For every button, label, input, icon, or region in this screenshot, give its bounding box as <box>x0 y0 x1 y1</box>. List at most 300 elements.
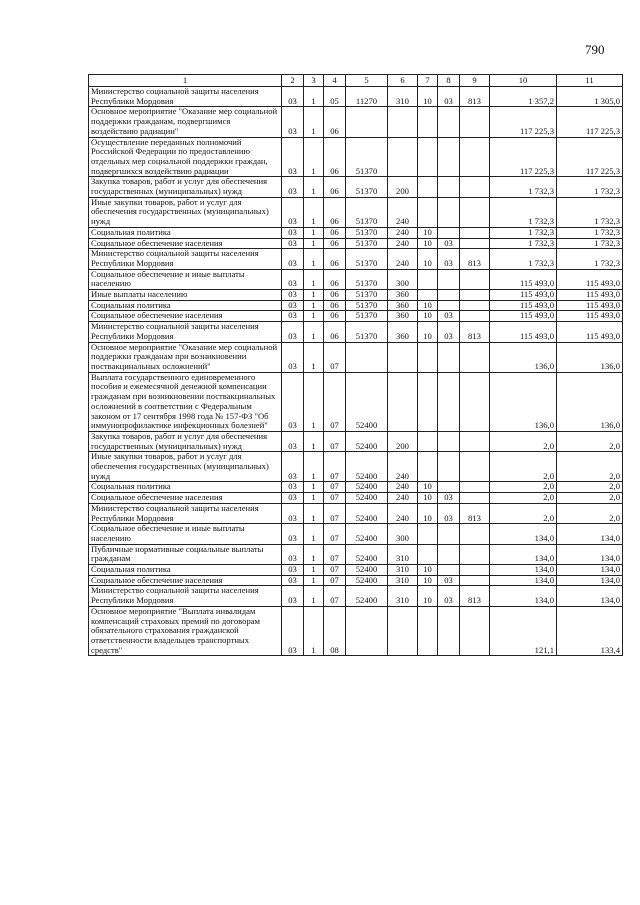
code-cell <box>418 524 438 544</box>
code-cell: 08 <box>324 606 346 656</box>
code-cell <box>460 227 490 238</box>
code-cell: 52400 <box>346 586 388 606</box>
code-cell: 05 <box>324 87 346 107</box>
code-cell: 06 <box>324 197 346 227</box>
code-cell: 310 <box>388 565 418 576</box>
code-cell <box>438 290 460 301</box>
code-cell: 06 <box>324 322 346 342</box>
code-cell: 813 <box>460 322 490 342</box>
code-cell: 813 <box>460 503 490 523</box>
code-cell: 10 <box>418 493 438 504</box>
amount-cell: 2,0 <box>557 431 623 451</box>
code-cell: 07 <box>324 565 346 576</box>
code-cell <box>460 431 490 451</box>
code-cell <box>460 269 490 289</box>
code-cell: 07 <box>324 493 346 504</box>
code-cell: 03 <box>282 431 304 451</box>
code-cell <box>438 197 460 227</box>
header-cell: 8 <box>438 75 460 87</box>
code-cell <box>388 606 418 656</box>
code-cell: 1 <box>304 503 324 523</box>
amount-cell: 1 732,3 <box>557 227 623 238</box>
amount-cell: 115 493,0 <box>490 290 557 301</box>
code-cell <box>460 137 490 177</box>
code-cell <box>460 342 490 372</box>
amount-cell: 2,0 <box>557 482 623 493</box>
amount-cell: 133,4 <box>557 606 623 656</box>
code-cell: 03 <box>282 249 304 269</box>
row-name-cell: Социальная политика <box>89 565 282 576</box>
table-row <box>89 482 623 493</box>
amount-cell: 2,0 <box>490 493 557 504</box>
code-cell: 1 <box>304 565 324 576</box>
code-cell: 03 <box>282 311 304 322</box>
table-row <box>89 544 623 564</box>
code-cell: 813 <box>460 586 490 606</box>
code-cell: 1 <box>304 482 324 493</box>
code-cell: 06 <box>324 107 346 137</box>
code-cell: 51370 <box>346 322 388 342</box>
code-cell: 52400 <box>346 544 388 564</box>
code-cell <box>438 227 460 238</box>
header-cell: 5 <box>346 75 388 87</box>
amount-cell: 115 493,0 <box>557 311 623 322</box>
code-cell <box>438 300 460 311</box>
header-cell: 10 <box>490 75 557 87</box>
code-cell: 1 <box>304 300 324 311</box>
code-cell: 1 <box>304 238 324 249</box>
code-cell: 10 <box>418 238 438 249</box>
row-name-cell: Социальная политика <box>89 482 282 493</box>
code-cell: 52400 <box>346 524 388 544</box>
code-cell <box>460 493 490 504</box>
amount-cell: 1 732,3 <box>490 249 557 269</box>
code-cell: 1 <box>304 544 324 564</box>
code-cell: 03 <box>282 322 304 342</box>
table-row <box>89 311 623 322</box>
code-cell <box>438 137 460 177</box>
code-cell: 1 <box>304 137 324 177</box>
row-name-cell: Социальное обеспечение населения <box>89 493 282 504</box>
amount-cell: 115 493,0 <box>557 300 623 311</box>
code-cell: 03 <box>438 249 460 269</box>
code-cell: 10 <box>418 87 438 107</box>
header-row <box>89 75 623 87</box>
code-cell: 52400 <box>346 372 388 431</box>
code-cell <box>438 482 460 493</box>
code-cell: 11270 <box>346 87 388 107</box>
code-cell: 10 <box>418 300 438 311</box>
amount-cell: 1 732,3 <box>557 177 623 197</box>
code-cell: 1 <box>304 524 324 544</box>
amount-cell: 117 225,3 <box>557 107 623 137</box>
code-cell <box>460 300 490 311</box>
row-name-cell: Иные закупки товаров, работ и услуг для обеспечения государственных (муниципальных) нужд <box>89 197 282 227</box>
code-cell <box>346 107 388 137</box>
header-cell: 4 <box>324 75 346 87</box>
budget-table <box>88 74 623 656</box>
code-cell: 10 <box>418 565 438 576</box>
code-cell: 310 <box>388 586 418 606</box>
code-cell: 51370 <box>346 197 388 227</box>
code-cell <box>418 107 438 137</box>
code-cell: 1 <box>304 227 324 238</box>
code-cell: 03 <box>438 87 460 107</box>
code-cell <box>388 342 418 372</box>
code-cell: 1 <box>304 431 324 451</box>
amount-cell: 134,0 <box>557 524 623 544</box>
code-cell: 360 <box>388 290 418 301</box>
code-cell: 300 <box>388 524 418 544</box>
amount-cell: 115 493,0 <box>557 269 623 289</box>
code-cell: 07 <box>324 586 346 606</box>
row-name-cell: Публичные нормативные социальные выплаты гражданам <box>89 544 282 564</box>
code-cell: 07 <box>324 452 346 482</box>
table-row <box>89 137 623 177</box>
code-cell: 51370 <box>346 269 388 289</box>
row-name-cell: Социальное обеспечение населения <box>89 575 282 586</box>
code-cell <box>460 544 490 564</box>
code-cell <box>418 606 438 656</box>
code-cell <box>418 431 438 451</box>
code-cell: 03 <box>282 565 304 576</box>
code-cell: 03 <box>282 300 304 311</box>
code-cell: 07 <box>324 544 346 564</box>
code-cell: 240 <box>388 249 418 269</box>
table-row <box>89 503 623 523</box>
code-cell <box>346 342 388 372</box>
code-cell: 1 <box>304 606 324 656</box>
code-cell: 03 <box>438 238 460 249</box>
code-cell: 03 <box>438 311 460 322</box>
amount-cell: 134,0 <box>490 565 557 576</box>
table-row <box>89 565 623 576</box>
code-cell: 52400 <box>346 503 388 523</box>
code-cell: 10 <box>418 586 438 606</box>
code-cell <box>418 290 438 301</box>
code-cell: 03 <box>282 197 304 227</box>
table-row <box>89 87 623 107</box>
code-cell: 360 <box>388 322 418 342</box>
code-cell <box>418 269 438 289</box>
code-cell: 813 <box>460 249 490 269</box>
code-cell: 52400 <box>346 482 388 493</box>
code-cell <box>438 107 460 137</box>
code-cell: 310 <box>388 575 418 586</box>
header-cell: 7 <box>418 75 438 87</box>
code-cell: 03 <box>282 493 304 504</box>
code-cell: 03 <box>282 544 304 564</box>
table-row <box>89 238 623 249</box>
code-cell: 1 <box>304 493 324 504</box>
code-cell <box>438 524 460 544</box>
row-name-cell: Социальное обеспечение и иные выплаты населению <box>89 269 282 289</box>
code-cell: 03 <box>282 452 304 482</box>
amount-cell: 2,0 <box>557 452 623 482</box>
code-cell <box>418 197 438 227</box>
code-cell <box>418 137 438 177</box>
code-cell: 03 <box>282 482 304 493</box>
code-cell <box>438 606 460 656</box>
code-cell: 240 <box>388 493 418 504</box>
code-cell: 10 <box>418 249 438 269</box>
code-cell: 07 <box>324 431 346 451</box>
code-cell: 07 <box>324 372 346 431</box>
code-cell: 1 <box>304 575 324 586</box>
amount-cell: 115 493,0 <box>557 322 623 342</box>
code-cell: 52400 <box>346 431 388 451</box>
table-row <box>89 177 623 197</box>
code-cell: 1 <box>304 452 324 482</box>
table-row <box>89 372 623 431</box>
amount-cell: 1 305,0 <box>557 87 623 107</box>
code-cell: 03 <box>282 524 304 544</box>
code-cell: 03 <box>438 503 460 523</box>
amount-cell: 115 493,0 <box>490 311 557 322</box>
row-name-cell: Социальное обеспечение и иные выплаты населению <box>89 524 282 544</box>
code-cell <box>460 524 490 544</box>
amount-cell: 2,0 <box>490 431 557 451</box>
code-cell: 03 <box>282 372 304 431</box>
code-cell <box>438 177 460 197</box>
code-cell: 03 <box>438 575 460 586</box>
code-cell <box>460 565 490 576</box>
amount-cell: 134,0 <box>490 575 557 586</box>
code-cell: 200 <box>388 177 418 197</box>
code-cell: 03 <box>282 107 304 137</box>
table-row <box>89 493 623 504</box>
code-cell: 1 <box>304 249 324 269</box>
code-cell: 240 <box>388 227 418 238</box>
code-cell: 03 <box>282 290 304 301</box>
code-cell: 03 <box>282 87 304 107</box>
table-row <box>89 300 623 311</box>
row-name-cell: Социальная политика <box>89 227 282 238</box>
code-cell: 03 <box>282 606 304 656</box>
code-cell: 360 <box>388 300 418 311</box>
code-cell: 07 <box>324 524 346 544</box>
table-row <box>89 269 623 289</box>
table-row <box>89 524 623 544</box>
code-cell: 1 <box>304 586 324 606</box>
code-cell: 240 <box>388 197 418 227</box>
amount-cell: 1 732,3 <box>557 197 623 227</box>
code-cell: 06 <box>324 238 346 249</box>
code-cell: 200 <box>388 431 418 451</box>
code-cell <box>438 372 460 431</box>
code-cell <box>460 575 490 586</box>
amount-cell: 1 357,2 <box>490 87 557 107</box>
amount-cell: 134,0 <box>557 544 623 564</box>
amount-cell: 117 225,3 <box>490 137 557 177</box>
code-cell: 06 <box>324 311 346 322</box>
amount-cell: 1 732,3 <box>490 177 557 197</box>
amount-cell: 134,0 <box>557 575 623 586</box>
table-row <box>89 452 623 482</box>
code-cell <box>460 238 490 249</box>
amount-cell: 2,0 <box>490 452 557 482</box>
amount-cell: 1 732,3 <box>490 238 557 249</box>
code-cell: 300 <box>388 269 418 289</box>
table-row <box>89 107 623 137</box>
code-cell: 07 <box>324 342 346 372</box>
code-cell: 06 <box>324 137 346 177</box>
table-row <box>89 575 623 586</box>
row-name-cell: Основное мероприятие "Оказание мер социальной поддержки гражданам при возникновении поствакцинальных осложнений" <box>89 342 282 372</box>
code-cell: 52400 <box>346 565 388 576</box>
code-cell: 1 <box>304 107 324 137</box>
code-cell: 03 <box>282 586 304 606</box>
amount-cell: 115 493,0 <box>490 322 557 342</box>
code-cell <box>460 197 490 227</box>
code-cell: 310 <box>388 544 418 564</box>
amount-cell: 134,0 <box>490 586 557 606</box>
page-number: 790 <box>585 42 605 57</box>
code-cell: 1 <box>304 311 324 322</box>
code-cell: 06 <box>324 269 346 289</box>
code-cell <box>460 107 490 137</box>
amount-cell: 121,1 <box>490 606 557 656</box>
row-name-cell: Закупка товаров, работ и услуг для обеспечения государственных (муниципальных) нужд <box>89 177 282 197</box>
code-cell: 03 <box>438 322 460 342</box>
code-cell: 1 <box>304 322 324 342</box>
code-cell: 1 <box>304 177 324 197</box>
amount-cell: 115 493,0 <box>490 300 557 311</box>
row-name-cell: Министерство социальной защиты населения Республики Мордовия <box>89 503 282 523</box>
code-cell: 10 <box>418 322 438 342</box>
code-cell: 03 <box>282 575 304 586</box>
code-cell: 03 <box>282 238 304 249</box>
code-cell: 1 <box>304 372 324 431</box>
code-cell: 06 <box>324 177 346 197</box>
code-cell: 360 <box>388 311 418 322</box>
amount-cell: 115 493,0 <box>557 290 623 301</box>
code-cell: 10 <box>418 503 438 523</box>
header-cell: 2 <box>282 75 304 87</box>
row-name-cell: Осуществление переданных полномочий Российской Федерации по предоставлению отдельных мер социальной поддержки граждан, подвергшихся воздействию радиации <box>89 137 282 177</box>
code-cell <box>388 137 418 177</box>
code-cell: 03 <box>282 503 304 523</box>
code-cell: 06 <box>324 249 346 269</box>
row-name-cell: Закупка товаров, работ и услуг для обеспечения государственных (муниципальных) нужд <box>89 431 282 451</box>
table-row <box>89 586 623 606</box>
row-name-cell: Социальная политика <box>89 300 282 311</box>
row-name-cell: Основное мероприятие "Оказание мер социальной поддержки гражданам, подвергшимся воздействию радиации" <box>89 107 282 137</box>
amount-cell: 1 732,3 <box>557 238 623 249</box>
table-row <box>89 431 623 451</box>
code-cell: 51370 <box>346 290 388 301</box>
code-cell: 51370 <box>346 249 388 269</box>
code-cell: 1 <box>304 197 324 227</box>
row-name-cell: Министерство социальной защиты населения Республики Мордовия <box>89 87 282 107</box>
amount-cell: 136,0 <box>557 372 623 431</box>
amount-cell: 117 225,3 <box>490 107 557 137</box>
code-cell <box>438 431 460 451</box>
amount-cell: 134,0 <box>490 544 557 564</box>
amount-cell: 136,0 <box>490 342 557 372</box>
code-cell <box>460 177 490 197</box>
amount-cell: 1 732,3 <box>490 227 557 238</box>
code-cell: 51370 <box>346 137 388 177</box>
amount-cell: 115 493,0 <box>490 269 557 289</box>
amount-cell: 134,0 <box>490 524 557 544</box>
header-cell: 9 <box>460 75 490 87</box>
code-cell: 10 <box>418 482 438 493</box>
code-cell: 52400 <box>346 575 388 586</box>
amount-cell: 134,0 <box>557 565 623 576</box>
code-cell: 03 <box>282 227 304 238</box>
row-name-cell: Выплата государственного единовременного пособия и ежемесячной денежной компенсации гражданам при возникновении поствакцинальных осложнений в соответствии с Федеральным законом от 17 сентября 1998 года № 157-ФЗ "Об иммунопрофилактике инфекционных болезней" <box>89 372 282 431</box>
row-name-cell: Основное мероприятие "Выплата инвалидам компенсаций страховых премий по договорам обязательного страхования гражданской ответственности владельцев транспортных средств" <box>89 606 282 656</box>
code-cell: 240 <box>388 482 418 493</box>
code-cell: 03 <box>282 342 304 372</box>
code-cell <box>460 482 490 493</box>
header-cell: 1 <box>89 75 282 87</box>
code-cell <box>460 290 490 301</box>
code-cell: 10 <box>418 575 438 586</box>
table-row <box>89 606 623 656</box>
row-name-cell: Министерство социальной защиты населения Республики Мордовия <box>89 322 282 342</box>
code-cell <box>418 177 438 197</box>
table-row <box>89 227 623 238</box>
code-cell <box>438 452 460 482</box>
code-cell <box>460 452 490 482</box>
code-cell <box>388 107 418 137</box>
table-row <box>89 322 623 342</box>
code-cell: 240 <box>388 452 418 482</box>
code-cell <box>460 606 490 656</box>
amount-cell: 117 225,3 <box>557 137 623 177</box>
code-cell: 51370 <box>346 311 388 322</box>
code-cell: 1 <box>304 269 324 289</box>
code-cell: 03 <box>282 137 304 177</box>
code-cell: 06 <box>324 227 346 238</box>
code-cell <box>346 606 388 656</box>
code-cell: 52400 <box>346 452 388 482</box>
header-cell: 11 <box>557 75 623 87</box>
code-cell: 03 <box>282 177 304 197</box>
code-cell: 51370 <box>346 177 388 197</box>
code-cell: 1 <box>304 342 324 372</box>
code-cell <box>460 311 490 322</box>
code-cell <box>388 372 418 431</box>
amount-cell: 2,0 <box>490 482 557 493</box>
row-name-cell: Министерство социальной защиты населения Республики Мордовия <box>89 249 282 269</box>
row-name-cell: Социальное обеспечение населения <box>89 238 282 249</box>
code-cell: 51370 <box>346 300 388 311</box>
amount-cell: 2,0 <box>557 493 623 504</box>
code-cell <box>438 269 460 289</box>
table-row <box>89 342 623 372</box>
row-name-cell: Иные выплаты населению <box>89 290 282 301</box>
code-cell: 07 <box>324 575 346 586</box>
code-cell: 1 <box>304 87 324 107</box>
row-name-cell: Иные закупки товаров, работ и услуг для обеспечения государственных (муниципальных) нужд <box>89 452 282 482</box>
table-row <box>89 197 623 227</box>
table-row <box>89 290 623 301</box>
row-name-cell: Министерство социальной защиты населения Республики Мордовия <box>89 586 282 606</box>
code-cell: 51370 <box>346 227 388 238</box>
amount-cell: 136,0 <box>490 372 557 431</box>
code-cell: 813 <box>460 87 490 107</box>
code-cell <box>418 342 438 372</box>
header-cell: 6 <box>388 75 418 87</box>
code-cell: 52400 <box>346 493 388 504</box>
code-cell: 1 <box>304 290 324 301</box>
code-cell <box>418 452 438 482</box>
code-cell: 03 <box>438 493 460 504</box>
amount-cell: 136,0 <box>557 342 623 372</box>
